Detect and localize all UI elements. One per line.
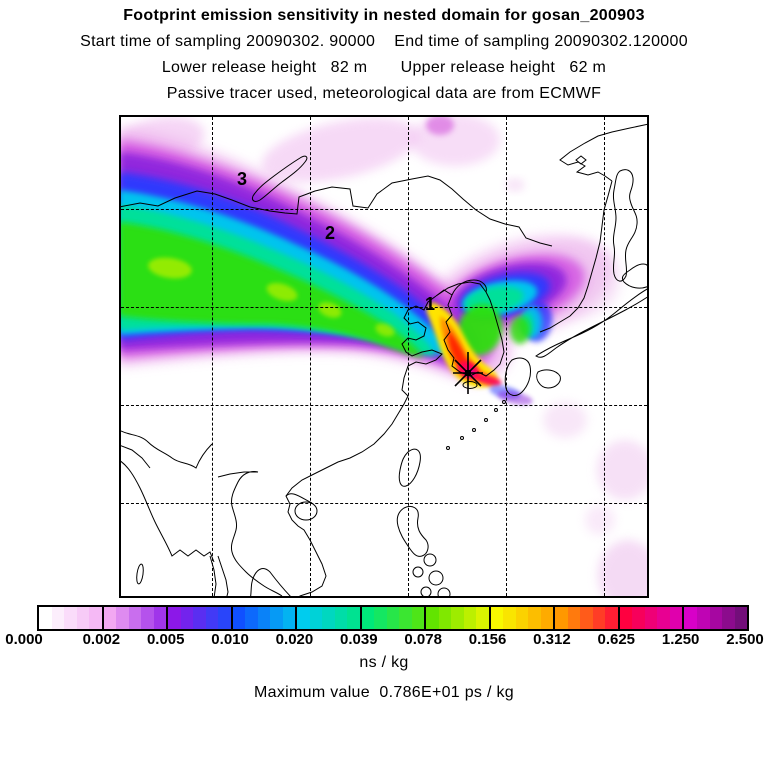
colorbar-tick: 0.625 xyxy=(597,631,636,648)
shikoku-island xyxy=(537,370,561,388)
colorbar-tick: 0.156 xyxy=(468,631,507,648)
colorbar-segment xyxy=(295,607,360,629)
sampling-times-line: Start time of sampling 20090302. 90000 End time of sampling 20090302.120000 xyxy=(80,33,688,50)
colorbar-segment xyxy=(682,607,747,629)
colorbar-unit-label: ns / kg xyxy=(359,654,409,671)
trajectory-day-label: 1 xyxy=(424,294,436,314)
colorbar-tick: 0.000 xyxy=(5,631,43,648)
trajectory-day-label: 2 xyxy=(324,223,336,243)
gulf-of-thailand xyxy=(250,569,294,596)
colorbar-segment xyxy=(618,607,683,629)
colorbar-segment xyxy=(360,607,425,629)
gridline-vertical xyxy=(212,117,213,596)
colorbar-segment xyxy=(39,607,102,629)
luzon-island xyxy=(397,506,428,556)
colorbar-tick: 0.010 xyxy=(211,631,249,648)
source-star-center xyxy=(465,370,471,376)
sakhalin-island xyxy=(613,170,637,281)
gridline-vertical xyxy=(506,117,507,596)
colorbar-tick: 0.078 xyxy=(404,631,442,648)
colorbar-tick: 0.005 xyxy=(146,631,185,648)
map-plot xyxy=(119,115,649,598)
india-borders xyxy=(121,430,212,468)
release-heights-line: Lower release height 82 m Upper release height 62 m xyxy=(161,59,607,76)
gridline-vertical xyxy=(408,117,409,596)
colorbar-tick: 0.312 xyxy=(533,631,571,648)
gridline-horizontal xyxy=(121,405,647,406)
indochina-borders xyxy=(218,471,312,596)
colorbar-segment xyxy=(166,607,231,629)
colorbar-tick-labels xyxy=(0,631,768,651)
footprint-plume-layer xyxy=(121,117,647,596)
gridline-horizontal xyxy=(121,503,647,504)
colorbar-segment xyxy=(231,607,296,629)
colorbar-tick: 2.500 xyxy=(726,631,764,648)
tracer-meteo-line: Passive tracer used, meteorological data are from ECMWF xyxy=(166,85,602,102)
myanmar-coast-delta xyxy=(121,460,214,562)
malay-strip-2 xyxy=(210,556,216,596)
colorbar-tick: 0.020 xyxy=(275,631,314,648)
maximum-value-label: Maximum value 0.786E+01 ps / kg xyxy=(254,684,514,701)
hainan-island xyxy=(295,502,317,520)
trajectory-day-label: 3 xyxy=(236,169,248,189)
colorbar-tick: 0.002 xyxy=(82,631,121,648)
gridline-vertical xyxy=(604,117,605,596)
taiwan-island xyxy=(399,449,420,486)
amur-diamond xyxy=(576,156,586,164)
malay-strip-1 xyxy=(218,556,228,596)
colorbar-segment xyxy=(489,607,554,629)
colorbar-tick: 1.250 xyxy=(661,631,700,648)
colorbar xyxy=(37,605,749,631)
colorbar-segment xyxy=(424,607,489,629)
colorbar-segment xyxy=(553,607,618,629)
gridline-vertical xyxy=(310,117,311,596)
colorbar-segment xyxy=(102,607,167,629)
gridline-horizontal xyxy=(121,307,647,308)
andaman-island xyxy=(136,564,145,585)
colorbar-tick: 0.039 xyxy=(340,631,378,648)
figure-title: Footprint emission sensitivity in nested domain for gosan_200903 xyxy=(123,7,645,24)
gridline-horizontal xyxy=(121,209,647,210)
